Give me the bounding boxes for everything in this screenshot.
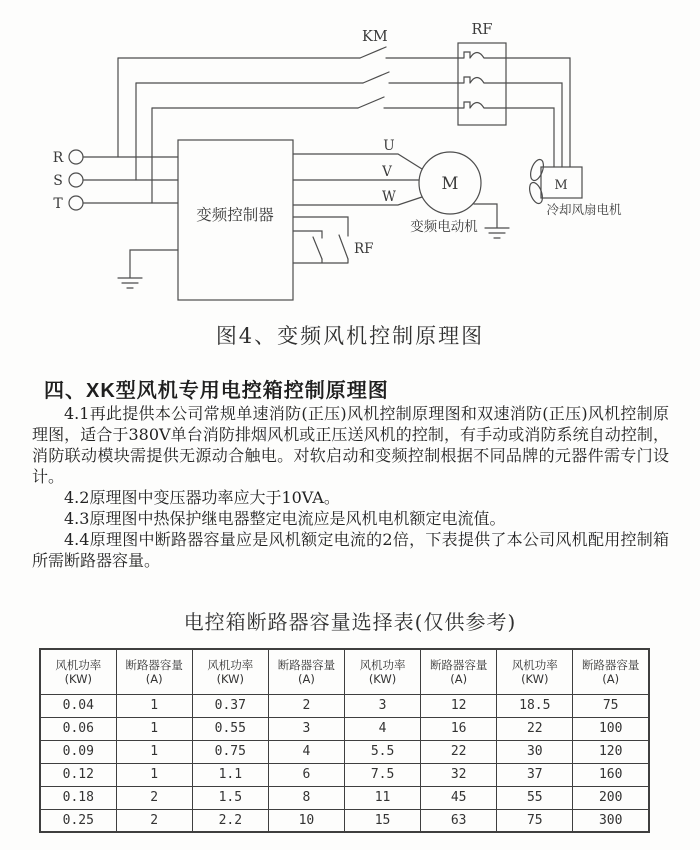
table-cell: 0.12 [40, 763, 116, 786]
table-cell: 300 [573, 809, 649, 832]
table-row [40, 763, 649, 786]
table-cell: 0.25 [40, 809, 116, 832]
table-cell: 0.04 [40, 694, 116, 717]
table-cell: 12 [421, 694, 497, 717]
out-u-label: U [383, 138, 395, 154]
km-label: KM [362, 29, 388, 45]
table-cell: 4 [268, 740, 344, 763]
table-cell: 0.06 [40, 717, 116, 740]
table-row [40, 694, 649, 717]
table-header-cell: 风机功率 (KW) [497, 649, 573, 694]
table-cell: 0.37 [192, 694, 268, 717]
section-body [32, 403, 669, 571]
paragraph-4-4: 4.4原理图中断路器容量应是风机额定电流的2倍，下表提供了本公司风机配用控制箱所需断路器容量。 [32, 530, 669, 570]
table-cell: 3 [345, 694, 421, 717]
table-header-cell: 风机功率 (KW) [192, 649, 268, 694]
table-cell: 3 [268, 717, 344, 740]
table-cell: 18.5 [497, 694, 573, 717]
section-heading: 四、XK型风机专用电控箱控制原理图 [44, 380, 389, 402]
table-cell: 1 [116, 694, 192, 717]
circuit-diagram [0, 0, 700, 314]
phase-t-label: T [53, 196, 63, 212]
table-header-cell: 风机功率 (KW) [40, 649, 116, 694]
out-w-label: W [382, 189, 396, 205]
table-cell: 75 [573, 694, 649, 717]
rf-feedback-contacts [293, 217, 348, 263]
rf-relay-label: RF [471, 22, 493, 38]
table-cell: 2 [268, 694, 344, 717]
paragraph-4-2: 4.2原理图中变压器功率应大于10VA。 [64, 488, 340, 507]
table-header-cell: 风机功率 (KW) [345, 649, 421, 694]
motor-m-label: M [441, 174, 459, 193]
table-cell: 120 [573, 740, 649, 763]
controller-ground-icon [118, 250, 178, 288]
table-cell: 1.5 [192, 786, 268, 809]
table-cell: 0.18 [40, 786, 116, 809]
table-cell: 10 [268, 809, 344, 832]
table-cell: 22 [421, 740, 497, 763]
table-row [40, 717, 649, 740]
table-row [40, 786, 649, 809]
table-cell: 63 [421, 809, 497, 832]
rf-contact-label: RF [354, 241, 374, 257]
table-cell: 15 [345, 809, 421, 832]
table-cell: 0.75 [192, 740, 268, 763]
table-cell: 0.55 [192, 717, 268, 740]
motor-ground-icon [474, 204, 509, 238]
controller-label: 变频控制器 [196, 206, 274, 224]
table-cell: 6 [268, 763, 344, 786]
table-cell: 45 [421, 786, 497, 809]
fan-feed-wires [506, 58, 570, 167]
table-cell: 11 [345, 786, 421, 809]
table-cell: 1 [116, 717, 192, 740]
table-cell: 200 [573, 786, 649, 809]
table-cell: 2 [116, 786, 192, 809]
table-cell: 37 [497, 763, 573, 786]
table-cell: 5.5 [345, 740, 421, 763]
phase-s-label: S [53, 173, 63, 189]
table-cell: 100 [573, 717, 649, 740]
table-cell: 16 [421, 717, 497, 740]
table-row [40, 740, 649, 763]
table-cell: 30 [497, 740, 573, 763]
table-cell: 8 [268, 786, 344, 809]
table-cell: 2.2 [192, 809, 268, 832]
table-cell: 1 [116, 763, 192, 786]
table-row [40, 809, 649, 832]
table-cell: 22 [497, 717, 573, 740]
table-header-cell: 断路器容量 (A) [421, 649, 497, 694]
fan-caption: 冷却风扇电机 [546, 202, 622, 217]
breaker-capacity-table [39, 648, 650, 833]
motor-caption: 变频电动机 [410, 219, 478, 235]
phase-r-label: R [52, 150, 64, 166]
table-cell: 32 [421, 763, 497, 786]
input-terminals [69, 58, 178, 210]
motor-output-wires [293, 154, 422, 205]
table-header-cell: 断路器容量 (A) [268, 649, 344, 694]
table-title: 电控箱断路器容量选择表(仅供参考) [183, 610, 517, 634]
table-cell: 75 [497, 809, 573, 832]
table-cell: 4 [345, 717, 421, 740]
km-contactor [118, 47, 458, 108]
table-header-row [40, 649, 649, 694]
out-v-label: V [382, 164, 392, 180]
paragraph-4-1: 4.1再此提供本公司常规单速消防(正压)风机控制原理图和双速消防(正压)风机控制原理图，适合于380V单台消防排烟风机或正压送风机的控制，有手动或消防系统自动控制，消防联动模块需提供无源动合触电。对软启动和变频控制根据不同品牌的元器件需专门设计。 [32, 404, 669, 486]
table-cell: 2 [116, 809, 192, 832]
paragraph-4-3: 4.3原理图中热保护继电器整定电流应是风机电机额定电流值。 [64, 509, 506, 528]
table-cell: 55 [497, 786, 573, 809]
fan-m-label: M [554, 178, 568, 193]
table-cell: 1 [116, 740, 192, 763]
table-cell: 0.09 [40, 740, 116, 763]
table-cell: 7.5 [345, 763, 421, 786]
table-header-cell: 断路器容量 (A) [573, 649, 649, 694]
table-header-cell: 断路器容量 (A) [116, 649, 192, 694]
table-cell: 1.1 [192, 763, 268, 786]
rf-thermal-relay [458, 43, 506, 125]
figure-caption: 图4、变频风机控制原理图 [215, 324, 485, 348]
table-cell: 160 [573, 763, 649, 786]
